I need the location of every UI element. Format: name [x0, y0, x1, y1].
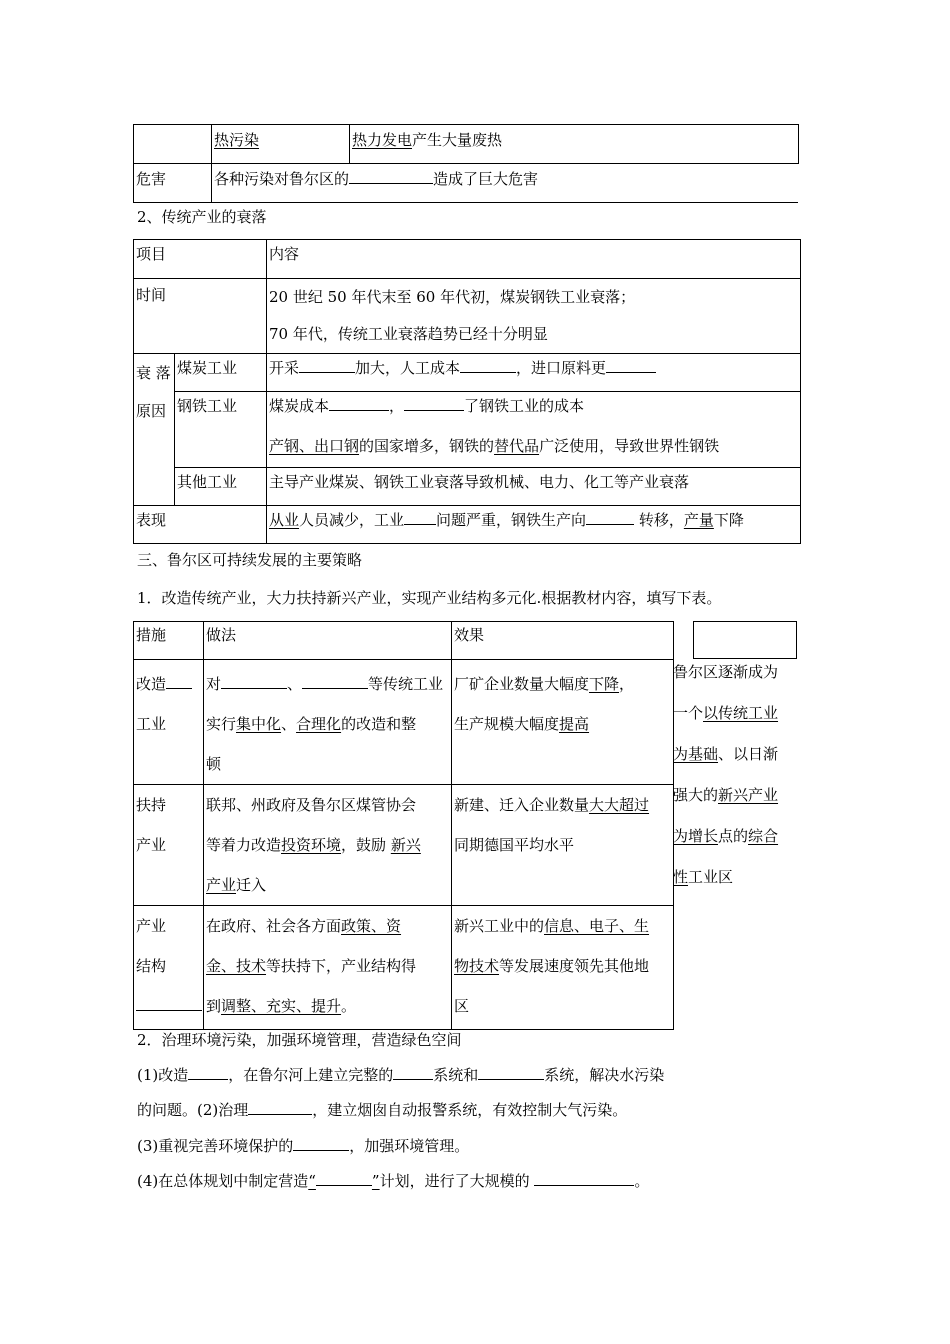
table-cell: 热污染 — [212, 125, 350, 164]
fill-blank[interactable] — [166, 674, 192, 689]
decline-table — [133, 239, 801, 544]
table-cell: 时间 — [134, 279, 267, 354]
table-cell: 从业人员减少，工业 问题严重，钢铁生产向 转移，产量下降 — [267, 506, 801, 544]
paragraph: (1)改造 ，在鲁尔河上建立完整的 系统和 系统，解决水污染 — [137, 1066, 665, 1084]
fill-blank[interactable] — [221, 674, 287, 689]
table-cell: 煤炭成本 ， 了钢铁工业的成本 — [267, 392, 801, 430]
table-cell: 措施 — [134, 622, 204, 660]
table-cell: 新兴工业中的信息、电子、生 物技术等发展速度领先其他地 区 — [452, 906, 674, 1030]
paragraph: 的问题。(2)治理 ，建立烟囱自动报警系统，有效控制大气污染。 — [137, 1101, 628, 1119]
table-cell — [134, 125, 212, 164]
fill-blank[interactable] — [248, 1100, 312, 1115]
table-cell: 扶持 产业 — [134, 785, 204, 906]
table-cell: 联邦、州政府及鲁尔区煤管协会 等着力改造投资环境，鼓励 新兴 产业迁入 — [204, 785, 452, 906]
table-cell: 20 世纪 50 年代末至 60 年代初，煤炭钢铁工业衰落； 70 年代，传统工业衰落趋势已经十分明显 — [267, 279, 801, 354]
table-cell: 对 、 等传统工业 实行集中化、合理化的改造和整 顿 — [204, 660, 452, 785]
fill-blank[interactable] — [329, 396, 389, 411]
table-cell: 内容 — [267, 240, 801, 279]
table-cell: 危害 — [134, 164, 212, 203]
table-cell: 改造 工业 — [134, 660, 204, 785]
table-cell: 表现 — [134, 506, 267, 544]
fill-blank[interactable] — [606, 358, 656, 373]
table-cell: 项目 — [134, 240, 267, 279]
table-cell: 钢铁工业 — [175, 392, 267, 468]
table-cell: 做法 — [204, 622, 452, 660]
fill-blank[interactable] — [586, 510, 634, 525]
pollution-table — [133, 124, 799, 203]
table-cell: 厂矿企业数量大幅度下降， 生产规模大幅度提高 — [452, 660, 674, 785]
table-cell: 在政府、社会各方面政策、资 金、技术等扶持下，产业结构得 到调整、充实、提升。 — [204, 906, 452, 1030]
table-cell: 其他工业 — [175, 468, 267, 506]
fill-blank[interactable] — [404, 396, 464, 411]
table-cell: 新建、迁入企业数量大大超过 同期德国平均水平 — [452, 785, 674, 906]
table-cell: 主导产业煤炭、钢铁工业衰落导致机械、电力、化工等产业衰落 — [267, 468, 801, 506]
section-title: 三、鲁尔区可持续发展的主要策略 — [137, 551, 363, 569]
table-cell: 煤炭工业 — [175, 354, 267, 392]
fill-blank[interactable] — [534, 1171, 634, 1186]
fill-blank[interactable] — [460, 358, 516, 373]
effect-summary: 鲁尔区逐渐成为 一个以传统工业 为基础、以日渐 强大的新兴产业 为增长点的综合 性工业区 — [673, 663, 779, 886]
table-cell: 产钢、出口钢的国家增多，钢铁的替代品广泛使用，导致世界性钢铁 — [267, 430, 801, 468]
table-cell: 开采 加大，人工成本 ，进口原料更 — [267, 354, 801, 392]
fill-blank[interactable] — [293, 1136, 349, 1151]
divider — [133, 202, 798, 203]
paragraph: 2．治理环境污染，加强环境管理，营造绿色空间 — [137, 1031, 462, 1049]
fill-blank[interactable] — [478, 1065, 544, 1080]
table-cell: 衰 落 原因 — [134, 354, 175, 506]
paragraph: (4)在总体规划中制定营造“ ”计划，进行了大规模的 。 — [137, 1172, 650, 1190]
fill-blank[interactable] — [404, 510, 436, 525]
fill-blank[interactable] — [349, 169, 433, 184]
section-title: 2、传统产业的衰落 — [137, 208, 267, 226]
fill-blank[interactable] — [316, 1171, 372, 1186]
paragraph: (3)重视完善环境保护的 ，加强环境管理。 — [137, 1137, 470, 1155]
table-cell: 效果 — [452, 622, 674, 660]
fill-blank[interactable] — [302, 674, 368, 689]
table-cell: 热力发电产生大量废热 — [350, 125, 799, 164]
fill-blank[interactable] — [393, 1065, 433, 1080]
fill-blank[interactable] — [299, 358, 355, 373]
fill-blank[interactable] — [188, 1065, 228, 1080]
table-cell: 产业 结构 — [134, 906, 204, 1030]
table-cell: 各种污染对鲁尔区的 造成了巨大危害 — [212, 164, 799, 203]
strategy-table — [133, 621, 674, 1030]
paragraph: 1．改造传统产业，大力扶持新兴产业，实现产业结构多元化.根据教材内容，填写下表。 — [137, 589, 722, 607]
fill-blank[interactable] — [136, 996, 202, 1011]
